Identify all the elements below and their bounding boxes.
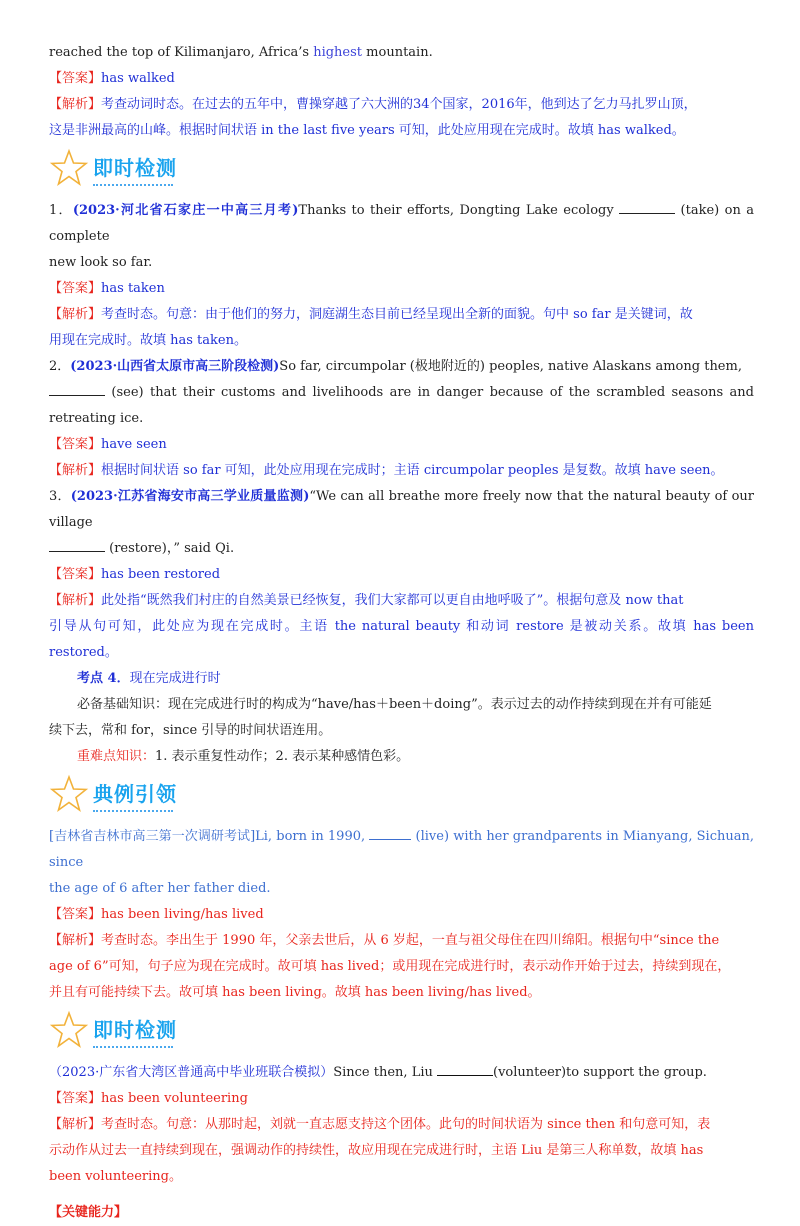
question-1	[49, 198, 754, 276]
answer-blank	[49, 539, 105, 552]
question-source: （2023·广东省大湾区普通高中毕业班联合模拟）	[49, 1065, 334, 1080]
analysis-tag: 【解析】	[49, 97, 102, 112]
question-text: Thanks to their efforts, Dongting Lake ecology	[298, 203, 614, 218]
analysis-text: 考查时态。句意：从那时起，刘就一直志愿支持这个团体。此句的时间状语为 since then 和句意可知，表	[101, 1117, 711, 1132]
answer-blank	[49, 383, 105, 396]
question-text: Since then, Liu	[333, 1065, 433, 1080]
analysis-text: 并且有可能持续下去。故可填 has been living。故填 has been living/has lived。	[49, 985, 541, 1000]
example-answer	[49, 902, 754, 928]
q2-analysis	[49, 458, 754, 484]
banner-title: 即时检测	[93, 1018, 177, 1042]
intro-answer	[49, 66, 754, 92]
question-4	[49, 1060, 754, 1086]
question-text: new look so far.	[49, 255, 153, 270]
question-source: [吉林省吉林市高三第一次调研考试]	[49, 829, 256, 844]
section-banner	[49, 1010, 754, 1054]
analysis-tag: 【解析】	[49, 593, 102, 608]
star-icon	[49, 1010, 89, 1050]
answer-tag: 【答案】	[49, 907, 102, 922]
q1-analysis	[49, 302, 754, 354]
point-heading	[49, 666, 754, 692]
intro-text: reached the top of Kilimanjaro, Africa’s	[49, 45, 310, 60]
analysis-text: 根据时间状语 so far 可知，此处应用现在完成时；主语 circumpolar peoples 是复数。故填 have seen。	[101, 463, 724, 478]
question-text: (see) that their customs and livelihoods are in danger because of the scrambled seasons and retreating ice.	[49, 385, 754, 426]
banner-title: 即时检测	[93, 156, 177, 180]
q1-answer	[49, 276, 754, 302]
point-title-rest: 现在完成进行时	[129, 671, 221, 686]
section-banner	[49, 148, 754, 192]
question-text: (take) on a complete	[49, 203, 754, 244]
question-number: 2．	[49, 359, 71, 374]
analysis-text: age of 6”可知，句子应为现在完成时。故可填 has lived；或用现在完成进行时，表示动作开始于过去，持续到现在，	[49, 959, 731, 974]
answer-tag: 【答案】	[49, 71, 102, 86]
q4-answer	[49, 1086, 754, 1112]
question-source: (2023·河北省石家庄一中高三月考)	[72, 203, 299, 218]
answer-tag: 【答案】	[49, 281, 102, 296]
answer-text: has been living/has lived	[101, 907, 264, 922]
answer-tag: 【答案】	[49, 437, 102, 452]
document-page	[49, 40, 754, 1226]
example-question	[49, 824, 754, 902]
point-basic	[49, 692, 754, 744]
analysis-text: 考查时态。句意：由于他们的努力，洞庭湖生态目前已经呈现出全新的面貌。句中 so far 是关键词，故	[101, 307, 693, 322]
intro-analysis	[49, 92, 754, 144]
intro-highlight: highest	[313, 45, 363, 60]
answer-text: has walked	[101, 71, 175, 86]
answer-blank	[619, 201, 675, 214]
analysis-text: 用现在完成时。故填 has taken。	[49, 333, 247, 348]
question-source: (2023·山西省太原市高三阶段检测)	[70, 359, 280, 374]
point-key	[49, 744, 754, 770]
analysis-tag: 【解析】	[49, 933, 102, 948]
example-analysis	[49, 928, 754, 1006]
answer-tag: 【答案】	[49, 567, 102, 582]
analysis-text: 考查动词时态。在过去的五年中，曹操穿越了六大洲的34个国家，2016年，他到达了乞力马扎罗山顶，	[101, 97, 697, 112]
point-title: 考点 4．	[77, 671, 130, 686]
basic-knowledge-text: 必备基础知识：现在完成进行时的构成为“have/has＋been＋doing”。表示过去的动作持续到现在并有可能延	[77, 697, 712, 712]
question-number: 1．	[49, 203, 73, 218]
banner-underline	[93, 184, 173, 186]
question-text: the age of 6 after her father died.	[49, 881, 271, 896]
question-text: (restore)，” said Qi.	[109, 541, 235, 556]
banner-underline	[93, 810, 173, 812]
analysis-text: 此处指“既然我们村庄的自然美景已经恢复，我们大家都可以更自由地呼吸了”。根据句意及 now that	[101, 593, 684, 608]
key-knowledge-label: 重难点知识：	[77, 749, 156, 764]
question-text: Li, born in 1990,	[255, 829, 366, 844]
banner-underline	[93, 1046, 173, 1048]
intro-line	[49, 40, 754, 66]
analysis-tag: 【解析】	[49, 463, 102, 478]
question-2	[49, 354, 754, 432]
analysis-tag: 【解析】	[49, 1117, 102, 1132]
intro-tail: mountain.	[366, 45, 433, 60]
analysis-text: 考查时态。李出生于 1990 年，父亲去世后，从 6 岁起，一直与祖父母住在四川绵阳。根据句中“since the	[101, 933, 720, 948]
q3-answer	[49, 562, 754, 588]
q2-answer	[49, 432, 754, 458]
analysis-text: 引导从句可知，此处应为现在完成时。主语 the natural beauty 和动词 restore 是被动关系。故填 has been restored。	[49, 619, 754, 660]
analysis-tag: 【解析】	[49, 307, 102, 322]
analysis-text: 这是非洲最高的山峰。根据时间状语 in the last five years 可知，此处应用现在完成时。故填 has walked。	[49, 123, 685, 138]
star-icon	[49, 148, 89, 188]
question-text: So far, circumpolar (极地附近的) peoples, native Alaskans among them,	[279, 359, 742, 374]
answer-text: has taken	[101, 281, 165, 296]
question-3	[49, 484, 754, 562]
question-source: (2023·江苏省海安市高三学业质量监测)	[70, 489, 310, 504]
section-heading-key-ability: 【关键能力】	[49, 1205, 128, 1220]
q4-analysis	[49, 1112, 754, 1190]
answer-text: has been volunteering	[101, 1091, 248, 1106]
answer-text: have seen	[101, 437, 167, 452]
question-text: (volunteer)to support the group.	[493, 1065, 707, 1080]
star-icon	[49, 774, 89, 814]
answer-blank	[437, 1063, 493, 1076]
question-text: (live) with her grandparents in Mianyang, Sichuan, since	[49, 829, 754, 870]
section-banner	[49, 774, 754, 818]
answer-blank	[369, 827, 411, 840]
analysis-text: 示动作从过去一直持续到现在，强调动作的持续性，故应用现在完成进行时，主语 Liu 是第三人称单数，故填 has	[49, 1143, 704, 1158]
analysis-text: been volunteering。	[49, 1169, 182, 1184]
basic-knowledge-text: 续下去，常和 for，since 引导的时间状语连用。	[49, 723, 332, 738]
question-number: 3．	[49, 489, 71, 504]
banner-title: 典例引领	[93, 782, 177, 806]
question-text: “We can all breathe more freely now that the natural beauty of our village	[49, 489, 755, 530]
answer-tag: 【答案】	[49, 1091, 102, 1106]
q3-analysis	[49, 588, 754, 666]
key-knowledge-text: 1. 表示重复性动作；2. 表示某种感情色彩。	[155, 749, 410, 764]
answer-text: has been restored	[101, 567, 221, 582]
